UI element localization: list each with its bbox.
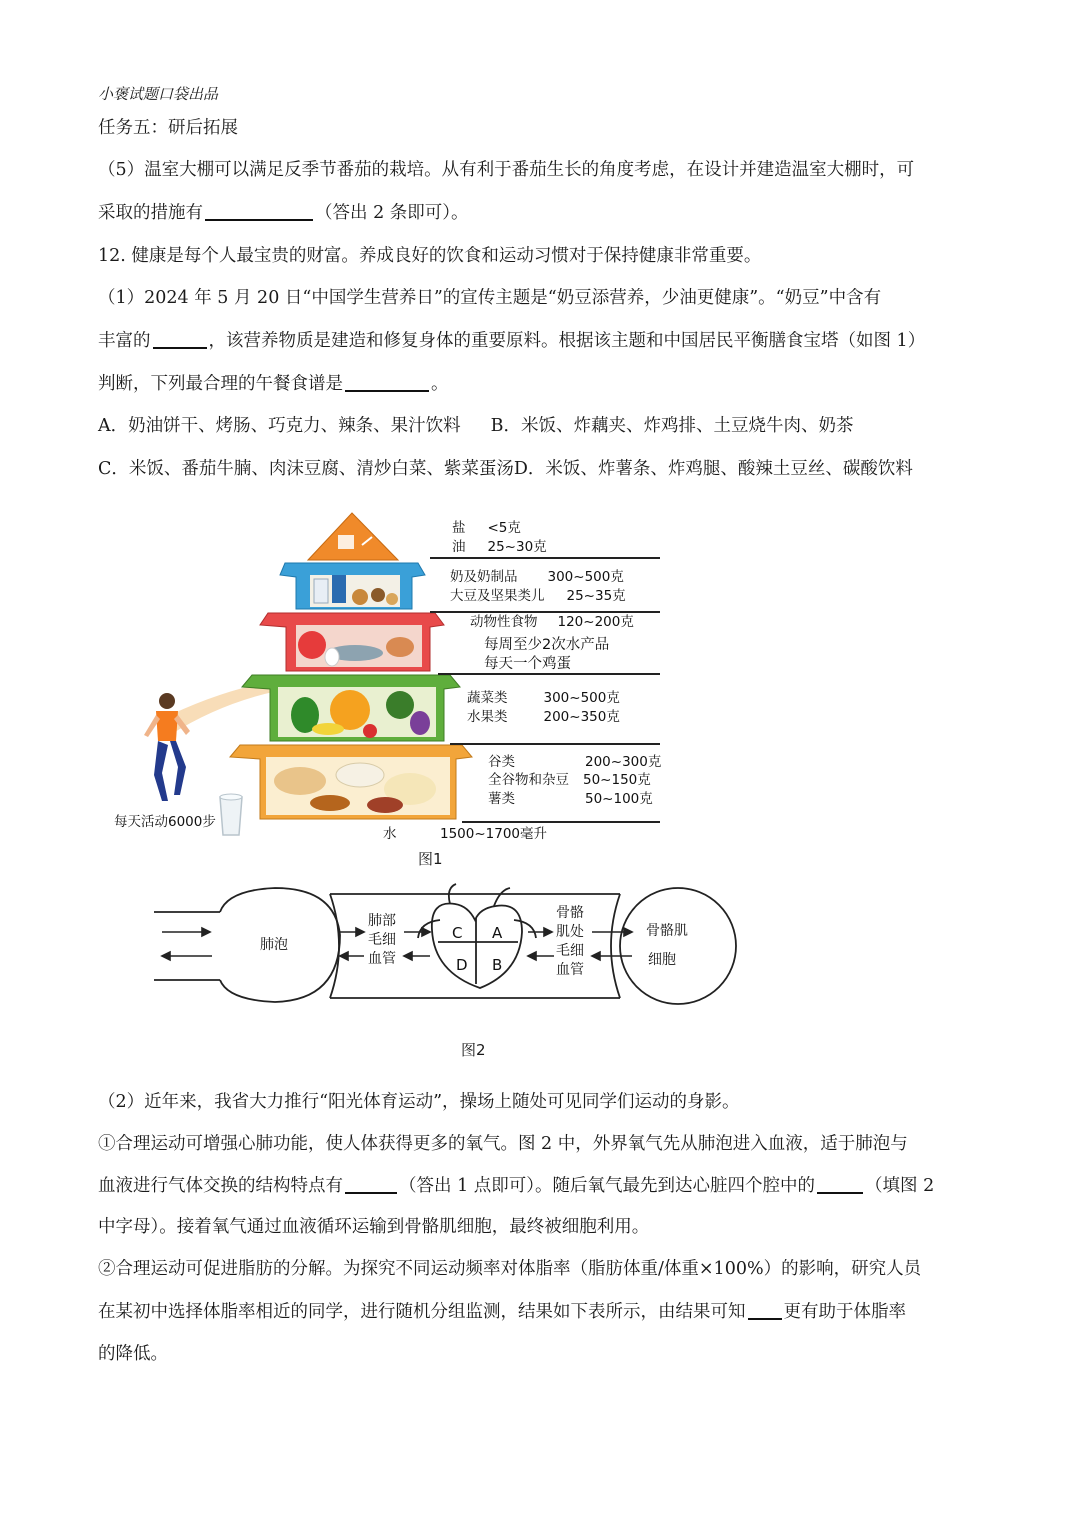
q12-2-line3-mid: （答出 1 点即可）。随后氧气最先到达心脏四个腔中的 [399, 1176, 816, 1196]
q12-2-line5: ②合理运动可促进脂肪的分解。为探究不同运动频率对体脂率（脂肪体重/体重×100%）的影响，研究人员 [98, 1259, 922, 1279]
tier5-item: 全谷物和杂豆 50~150克 [488, 772, 651, 788]
heart-chamber-labels [452, 924, 503, 974]
tier3-note: 每天一个鸡蛋 [484, 656, 571, 672]
tier5-item: 谷类 200~300克 [488, 754, 662, 770]
muscle-capillary-label: 肌处 [556, 924, 584, 940]
chamber-label: A [492, 924, 503, 942]
q12-p1-line3-pre: 判断，下列最合理的午餐食谱是 [98, 374, 343, 394]
q12-2-line3 [98, 1174, 988, 1198]
q5-line1: （5）温室大棚可以满足反季节番茄的栽培。从有利于番茄生长的角度考虑，在设计并建造温室大棚时，可 [98, 160, 915, 180]
divider [450, 743, 660, 745]
tier5-item: 薯类 50~100克 [488, 791, 653, 807]
chamber-label: C [452, 924, 463, 942]
lung-capillary-label: 血管 [368, 951, 396, 967]
answer-blank[interactable] [345, 372, 429, 392]
options-row-ab [98, 414, 988, 438]
pyramid-tier-oil-salt [308, 513, 398, 560]
circulation-figure [150, 880, 740, 1010]
muscle-capillary-label: 骨骼 [556, 905, 584, 921]
muscle-cell-label: 细胞 [648, 952, 676, 968]
answer-blank[interactable] [748, 1300, 782, 1320]
q12-intro: 12. 健康是每个人最宝贵的财富。养成良好的饮食和运动习惯对于保持健康非常重要。 [98, 246, 762, 266]
figure1-caption: 图1 [418, 850, 443, 868]
q12-2-line6-pre: 在某初中选择体脂率相近的同学，进行随机分组监测，结果如下表所示，由结果可知 [98, 1302, 746, 1322]
chamber-label: B [492, 956, 503, 974]
tier3-note: 每周至少2次水产品 [484, 637, 610, 653]
q12-2-line3-post: （填图 2 [865, 1176, 935, 1196]
option-c: C．米饭、番茄牛腩、肉沫豆腐、清炒白菜、紫菜蛋汤 [98, 459, 514, 479]
muscle-capillary-label: 血管 [556, 962, 584, 978]
q12-2-line6-post: 更有助于体脂率 [783, 1302, 906, 1322]
pyramid-tier-vegetables-fruit [242, 675, 460, 741]
circulation-drawing [150, 880, 740, 1010]
lung-capillary-label: 肺部 [368, 913, 396, 929]
tier2-item: 大豆及坚果类儿 25~35克 [450, 588, 626, 604]
pyramid-tier-animal-foods [260, 613, 444, 671]
q12-p1-line2 [98, 329, 988, 353]
tier4-item: 蔬菜类 300~500克 [467, 690, 620, 706]
activity-label: 每天活动6000步 [114, 814, 216, 830]
muscle-capillary-label: 毛细 [556, 943, 584, 959]
q12-p1-line2-pre: 丰富的 [98, 331, 151, 351]
tier1-item: 盐 <5克 [452, 520, 521, 536]
q12-2-line1: （2）近年来，我省大力推行“阳光体育运动”，操场上随处可见同学们运动的身影。 [98, 1092, 740, 1112]
answer-blank[interactable] [205, 201, 313, 221]
answer-blank[interactable] [817, 1174, 863, 1194]
tier2-item: 奶及奶制品 300~500克 [450, 569, 624, 585]
q5-line2-post: （答出 2 条即可）。 [315, 203, 469, 223]
divider [438, 673, 660, 675]
answer-blank[interactable] [153, 329, 207, 349]
alveolus-label: 肺泡 [260, 937, 288, 953]
q12-p1-line3-post: 。 [431, 374, 449, 394]
task-title: 任务五：研后拓展 [98, 118, 238, 138]
pyramid-tier-dairy [280, 563, 425, 609]
chamber-label: D [456, 956, 468, 974]
q12-2-line6 [98, 1300, 988, 1324]
options-row-cd [98, 457, 988, 481]
answer-blank[interactable] [345, 1174, 397, 1194]
food-pyramid-figure [100, 505, 680, 875]
water-label: 水 [383, 826, 397, 842]
q12-p1-line3 [98, 372, 988, 396]
tier4-item: 水果类 200~350克 [467, 709, 620, 725]
muscle-cell-label: 骨骼肌 [646, 923, 688, 939]
water-amount: 1500~1700毫升 [440, 826, 548, 842]
q12-2-line4: 中字母）。接着氧气通过血液循环运输到骨骼肌细胞，最终被细胞利用。 [98, 1217, 650, 1237]
water-glass-icon [220, 794, 242, 835]
q12-p1-line2-post: ，该营养物质是建造和修复身体的重要原料。根据该主题和中国居民平衡膳食宝塔（如图 1） [208, 331, 926, 351]
q5-line2-pre: 采取的措施有 [98, 203, 203, 223]
tier3-item: 动物性食物 120~200克 [470, 614, 634, 630]
tier1-item: 油 25~30克 [452, 539, 547, 555]
figure2-caption: 图2 [461, 1041, 486, 1059]
option-b: B．米饭、炸藕夹、炸鸡排、土豆烧牛肉、奶茶 [490, 416, 854, 436]
q12-2-line3-pre: 血液进行气体交换的结构特点有 [98, 1176, 343, 1196]
q12-2-line7: 的降低。 [98, 1344, 168, 1364]
q5-line2 [98, 201, 988, 225]
q12-2-line2: ①合理运动可增强心肺功能，使人体获得更多的氧气。图 2 中，外界氧气先从肺泡进入血液，适于肺泡与 [98, 1134, 908, 1154]
lung-capillary-label: 毛细 [368, 932, 396, 948]
pyramid-tier-grains [230, 745, 472, 819]
header-brand: 小褒试题口袋出品 [98, 85, 219, 103]
option-d: D．米饭、炸薯条、炸鸡腿、酸辣土豆丝、碳酸饮料 [513, 459, 913, 479]
option-a: A．奶油饼干、烤肠、巧克力、辣条、果汁饮料 [98, 416, 461, 436]
q12-p1-line1: （1）2024 年 5 月 20 日“中国学生营养日”的宣传主题是“奶豆添营养，少油更健康”。“奶豆”中含有 [98, 288, 882, 308]
divider [462, 821, 660, 823]
divider [430, 557, 660, 559]
